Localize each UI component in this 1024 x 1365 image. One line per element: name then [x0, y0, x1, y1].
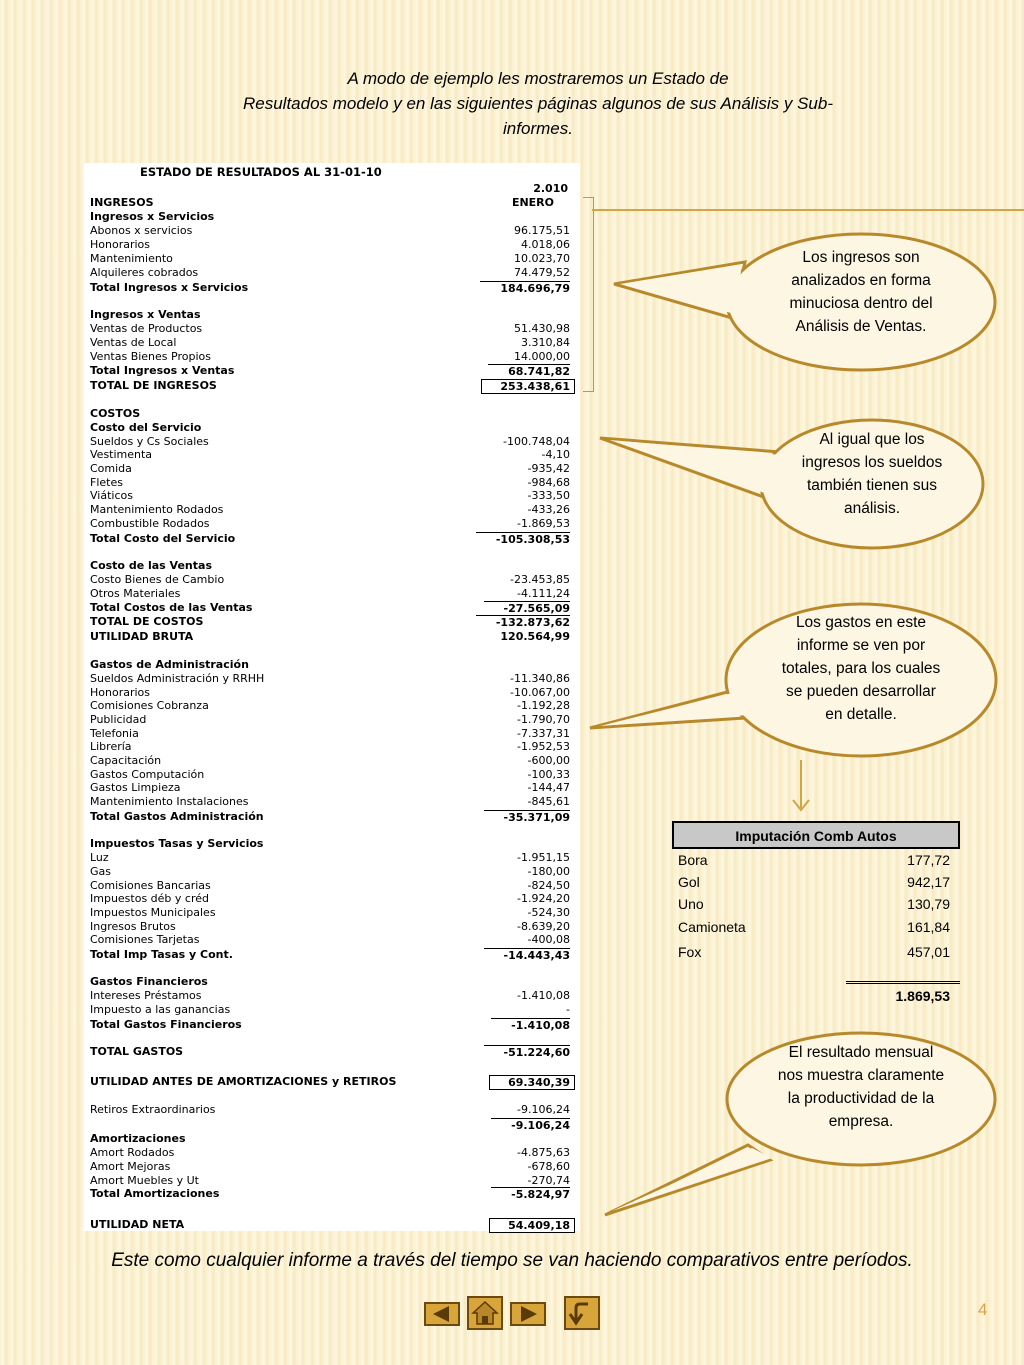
row-label: Ventas de Productos: [90, 322, 203, 335]
row-label: TOTAL GASTOS: [90, 1045, 184, 1058]
row-label: Gastos Financieros: [90, 975, 208, 988]
row-label: UTILIDAD NETA: [90, 1218, 185, 1231]
row-label: Sueldos Administración y RRHH: [90, 672, 265, 685]
row-label: Vestimenta: [90, 448, 153, 461]
row-label: Amort Muebles y Ut: [90, 1174, 199, 1187]
row-value: -1.924,20: [517, 892, 570, 905]
row-label: Viáticos: [90, 489, 133, 502]
imputacion-title: Imputación Comb Autos: [672, 821, 960, 849]
row-label: Comisiones Bancarias: [90, 879, 211, 892]
row-value: -35.371,09: [484, 810, 571, 824]
row-value: -: [566, 1003, 570, 1016]
row-value: -1.869,53: [517, 517, 570, 530]
row-label: Ventas Bienes Propios: [90, 350, 211, 363]
row-label: Librería: [90, 740, 132, 753]
row-label: Honorarios: [90, 238, 151, 251]
row-value: -144,47: [527, 781, 570, 794]
intro-line: A modo de ejemplo les mostraremos un Estado de: [347, 69, 729, 88]
row-value: -1.192,28: [517, 699, 570, 712]
return-icon[interactable]: [564, 1296, 600, 1330]
row-value: 96.175,51: [514, 224, 570, 237]
year-label: 2.010: [533, 182, 568, 195]
vehicle-value: 161,84: [907, 919, 950, 935]
row-value: -433,26: [527, 503, 570, 516]
row-label: Retiros Extraordinarios: [90, 1103, 216, 1116]
row-label: Alquileres cobrados: [90, 266, 199, 279]
row-label: Mantenimiento Instalaciones: [90, 795, 249, 808]
row-label: Comida: [90, 462, 132, 475]
row-value: -132.873,62: [476, 615, 570, 629]
row-value: -1.410,08: [491, 1018, 570, 1032]
row-value: -180,00: [527, 865, 570, 878]
row-label: Capacitación: [90, 754, 162, 767]
row-value: 69.340,39: [489, 1075, 575, 1090]
row-label: Impuestos déb y créd: [90, 892, 209, 905]
row-label: Comisiones Tarjetas: [90, 933, 200, 946]
row-value: -11.340,86: [510, 672, 570, 685]
row-value: 68.741,82: [488, 364, 570, 378]
down-arrow-icon: [793, 760, 809, 810]
row-label: Ingresos Brutos: [90, 920, 176, 933]
row-value: -8.639,20: [517, 920, 570, 933]
row-label: COSTOS: [90, 407, 141, 420]
row-value: -270,74: [527, 1174, 570, 1187]
row-value: 3.310,84: [521, 336, 570, 349]
row-value: -105.308,53: [476, 532, 570, 546]
month-label: ENERO: [511, 196, 554, 209]
row-value: -14.443,43: [484, 948, 571, 962]
row-value: -10.067,00: [510, 686, 570, 699]
intro-line: informes.: [503, 119, 573, 138]
row-label: Gas: [90, 865, 111, 878]
imputacion-row: [672, 893, 960, 916]
row-value: -4,10: [541, 448, 570, 461]
prev-icon[interactable]: [424, 1296, 460, 1330]
row-label: Intereses Préstamos: [90, 989, 202, 1002]
row-label: Total Gastos Financieros: [90, 1018, 242, 1031]
row-label: Fletes: [90, 476, 123, 489]
row-label: Gastos de Administración: [90, 658, 249, 671]
callout-ingresos: Los ingresos son analizados en forma minuciosa dentro del Análisis de Ventas.: [789, 249, 933, 335]
row-label: Costo del Servicio: [90, 421, 202, 434]
row-label: Amort Rodados: [90, 1146, 175, 1159]
row-label: TOTAL DE COSTOS: [90, 615, 204, 628]
row-value: -400,08: [527, 933, 570, 946]
row-value: 10.023,70: [514, 252, 570, 265]
row-value: -524,30: [527, 906, 570, 919]
imputacion-row: [672, 849, 960, 871]
row-value: 184.696,79: [480, 281, 570, 295]
row-value: 14.000,00: [514, 350, 570, 363]
row-label: Total Costo del Servicio: [90, 532, 236, 545]
callout-gastos: Los gastos en este informe se ven por totales, para los cuales se pueden desarrollar en detalle.: [781, 614, 941, 723]
row-value: 4.018,06: [521, 238, 570, 251]
imputacion-row: [672, 941, 960, 966]
row-label: Ventas de Local: [90, 336, 177, 349]
row-label: Gastos Limpieza: [90, 781, 181, 794]
vehicle-name: Gol: [678, 874, 700, 890]
row-label: Costo de las Ventas: [90, 559, 212, 572]
row-label: Costo Bienes de Cambio: [90, 573, 225, 586]
row-value: -824,50: [527, 879, 570, 892]
vehicle-name: Uno: [678, 896, 704, 912]
row-label: Ingresos x Ventas: [90, 308, 201, 321]
imputacion-row: [672, 916, 960, 941]
row-value: -678,60: [527, 1160, 570, 1173]
row-value: -5.824,97: [491, 1187, 570, 1201]
row-value: -4.111,24: [517, 587, 570, 600]
closing-text: Este como cualquier informe a través del tiempo se van haciendo comparativos entre períodos.: [111, 1250, 913, 1271]
row-label: Impuestos Municipales: [90, 906, 216, 919]
vehicle-value: 942,17: [907, 874, 950, 890]
row-value: -100.748,04: [503, 435, 570, 448]
row-value: -100,33: [527, 768, 570, 781]
vehicle-value: 130,79: [907, 896, 950, 912]
vehicle-value: 177,72: [907, 852, 950, 868]
imputacion-table: [672, 821, 960, 1004]
row-label: Amortizaciones: [90, 1132, 186, 1145]
row-value: -27.565,09: [484, 601, 571, 615]
row-label: UTILIDAD ANTES DE AMORTIZACIONES y RETIROS: [90, 1075, 397, 1088]
row-label: Combustible Rodados: [90, 517, 210, 530]
row-label: Comisiones Cobranza: [90, 699, 209, 712]
row-label: Impuestos Tasas y Servicios: [90, 837, 264, 850]
next-icon[interactable]: [510, 1296, 546, 1330]
row-value: -935,42: [527, 462, 570, 475]
row-value: -1.952,53: [517, 740, 570, 753]
statement-title: ESTADO DE RESULTADOS AL 31-01-10: [140, 165, 382, 179]
row-value: 54.409,18: [489, 1218, 575, 1233]
row-value: -9.106,24: [491, 1118, 570, 1132]
row-value: 74.479,52: [514, 266, 570, 279]
row-value: -1.790,70: [517, 713, 570, 726]
row-value: -1.410,08: [517, 989, 570, 1002]
row-label: Sueldos y Cs Sociales: [90, 435, 209, 448]
row-value: -51.224,60: [484, 1045, 571, 1059]
row-value: -333,50: [527, 489, 570, 502]
row-label: Otros Materiales: [90, 587, 181, 600]
page-number: 4: [978, 1300, 988, 1319]
row-value: -9.106,24: [517, 1103, 570, 1116]
row-label: UTILIDAD BRUTA: [90, 630, 194, 643]
callout-sueldos: Al igual que los ingresos los sueldos también tienen sus análisis.: [801, 431, 943, 517]
row-value: -23.453,85: [510, 573, 570, 586]
row-label: Telefonia: [90, 727, 139, 740]
imputacion-total: 1.869,53: [846, 981, 960, 1004]
row-value: 253.438,61: [481, 379, 575, 394]
row-label: Total Ingresos x Servicios: [90, 281, 249, 294]
callout-resultado: El resultado mensual nos muestra claramente la productividad de la empresa.: [777, 1044, 945, 1130]
imputacion-row: [672, 871, 960, 893]
row-label: Honorarios: [90, 686, 151, 699]
vehicle-name: Camioneta: [678, 919, 746, 935]
row-label: Total Ingresos x Ventas: [90, 364, 235, 377]
row-label: Mantenimiento: [90, 252, 173, 265]
row-value: 120.564,99: [500, 630, 570, 643]
row-label: Total Imp Tasas y Cont.: [90, 948, 233, 961]
row-label: INGRESOS: [90, 196, 154, 209]
vehicle-value: 457,01: [907, 944, 950, 960]
row-label: Ingresos x Servicios: [90, 210, 215, 223]
row-label: Total Amortizaciones: [90, 1187, 220, 1200]
row-value: -600,00: [527, 754, 570, 767]
row-label: Mantenimiento Rodados: [90, 503, 224, 516]
row-label: Total Gastos Administración: [90, 810, 264, 823]
vehicle-name: Bora: [678, 852, 708, 868]
row-label: Gastos Computación: [90, 768, 205, 781]
row-label: Luz: [90, 851, 109, 864]
row-label: Abonos x servicios: [90, 224, 193, 237]
row-label: Total Costos de las Ventas: [90, 601, 253, 614]
vehicle-name: Fox: [678, 944, 702, 960]
home-icon[interactable]: [467, 1296, 503, 1330]
row-label: Publicidad: [90, 713, 147, 726]
row-value: -4.875,63: [517, 1146, 570, 1159]
intro-line: Resultados modelo y en las siguientes páginas algunos de sus Análisis y Sub-: [243, 94, 833, 113]
row-value: -984,68: [527, 476, 570, 489]
row-value: 51.430,98: [514, 322, 570, 335]
row-label: Impuesto a las ganancias: [90, 1003, 231, 1016]
row-value: -1.951,15: [517, 851, 570, 864]
row-label: Amort Mejoras: [90, 1160, 171, 1173]
row-label: TOTAL DE INGRESOS: [90, 379, 217, 392]
row-value: -845,61: [527, 795, 570, 808]
row-value: -7.337,31: [517, 727, 570, 740]
